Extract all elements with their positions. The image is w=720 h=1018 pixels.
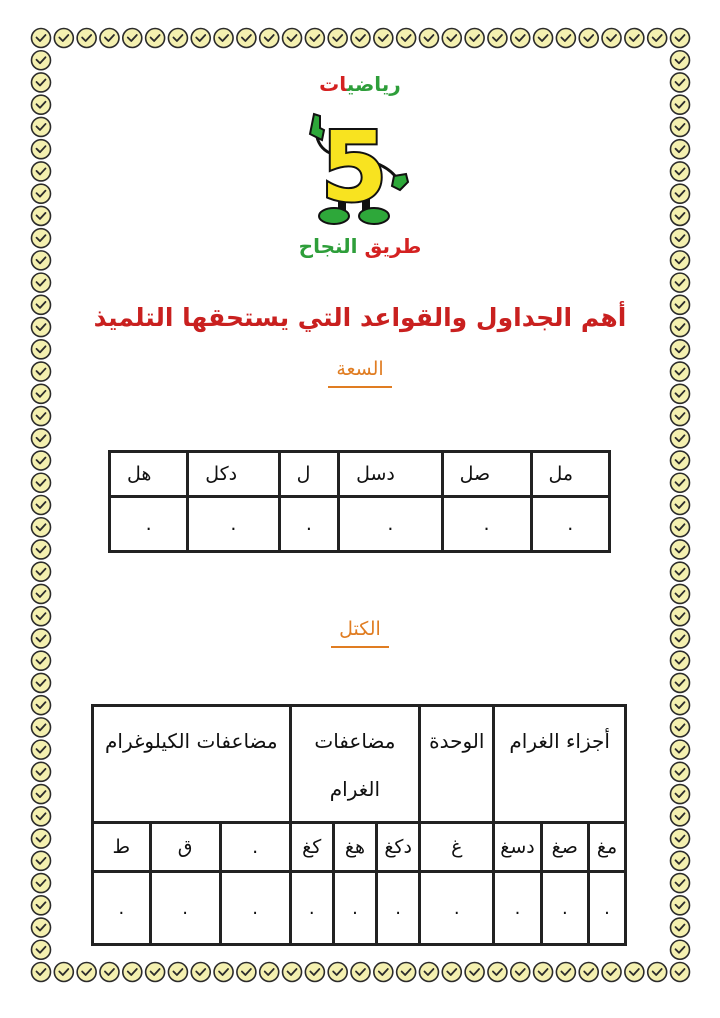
border-check-badge-icon (671, 140, 690, 159)
border-check-badge-icon (671, 562, 690, 581)
border-check-badge-icon (32, 874, 51, 893)
border-check-badge-icon (32, 273, 51, 292)
mass-value-cell: . (377, 872, 420, 945)
mass-section-title (0, 618, 720, 648)
border-check-badge-icon (32, 451, 51, 470)
border-check-badge-icon (671, 473, 690, 492)
mass-unit-cell: كغ (290, 823, 333, 872)
border-check-badge-icon (32, 940, 51, 959)
capacity-unit-cell: مل (531, 452, 609, 497)
border-check-badge-icon (671, 584, 690, 603)
border-check-badge-icon (146, 29, 165, 48)
capacity-value-cell: . (110, 497, 188, 552)
border-check-badge-icon (32, 340, 51, 359)
border-check-badge-icon (671, 29, 690, 48)
border-check-badge-icon (671, 851, 690, 870)
border-check-badge-icon (32, 740, 51, 759)
border-check-badge-icon (511, 29, 530, 48)
border-check-badge-icon (602, 29, 621, 48)
capacity-values-row (110, 497, 610, 552)
mass-unit-cell: دكغ (377, 823, 420, 872)
border-check-badge-icon (671, 696, 690, 715)
border-check-badge-icon (465, 29, 484, 48)
border-check-badge-icon (648, 29, 667, 48)
border-check-badge-icon (32, 718, 51, 737)
border-check-badge-icon (442, 29, 461, 48)
border-check-badge-icon (32, 807, 51, 826)
border-check-badge-icon (671, 273, 690, 292)
border-check-badge-icon (32, 673, 51, 692)
border-check-badge-icon (671, 162, 690, 181)
border-check-badge-icon (671, 785, 690, 804)
mass-value-cell: . (494, 872, 541, 945)
border-check-badge-icon (32, 407, 51, 426)
border-check-badge-icon (671, 651, 690, 670)
mass-unit-cell: هغ (333, 823, 376, 872)
border-check-badge-icon (260, 29, 279, 48)
border-check-badge-icon (32, 963, 51, 982)
border-check-badge-icon (442, 963, 461, 982)
border-check-badge-icon (32, 496, 51, 515)
border-check-badge-icon (671, 95, 690, 114)
border-check-badge-icon (579, 29, 598, 48)
mass-value-cell: . (420, 872, 494, 945)
border-check-badge-icon (671, 540, 690, 559)
border-check-badge-icon (671, 963, 690, 982)
border-check-badge-icon (32, 29, 51, 48)
border-check-badge-icon (32, 117, 51, 136)
capacity-title-text: السعة (328, 358, 391, 388)
border-check-badge-icon (397, 29, 416, 48)
border-check-badge-icon (32, 95, 51, 114)
border-check-badge-icon (32, 518, 51, 537)
border-check-badge-icon (488, 29, 507, 48)
capacity-unit-cell: دسل (339, 452, 442, 497)
capacity-section-title (0, 358, 720, 388)
border-check-badge-icon (305, 29, 324, 48)
mascot-digit: 5 (320, 111, 388, 223)
capacity-value-cell: . (188, 497, 279, 552)
capacity-value-cell: . (339, 497, 442, 552)
border-check-badge-icon (77, 963, 96, 982)
border-check-badge-icon (328, 29, 347, 48)
mass-group-cell: مضاعفات الكيلوغرام (93, 706, 291, 823)
border-check-badge-icon (374, 963, 393, 982)
brand-part-red: ات (319, 72, 347, 96)
border-check-badge-icon (328, 963, 347, 982)
border-check-badge-icon (625, 29, 644, 48)
border-check-badge-icon (32, 162, 51, 181)
mass-unit-cell: غ (420, 823, 494, 872)
border-check-badge-icon (556, 963, 575, 982)
border-check-badge-icon (237, 29, 256, 48)
border-check-badge-icon (374, 29, 393, 48)
border-check-badge-icon (671, 829, 690, 848)
mass-value-cell: . (333, 872, 376, 945)
mass-value-cell: . (220, 872, 290, 945)
capacity-value-cell: . (279, 497, 339, 552)
border-check-badge-icon (671, 874, 690, 893)
border-check-badge-icon (32, 696, 51, 715)
border-check-badge-icon (237, 963, 256, 982)
border-check-badge-icon (671, 496, 690, 515)
border-check-badge-icon (214, 29, 233, 48)
capacity-unit-cell: صل (442, 452, 531, 497)
mass-unit-cell: مغ (588, 823, 625, 872)
border-check-badge-icon (32, 540, 51, 559)
border-check-badge-icon (305, 963, 324, 982)
border-check-badge-icon (648, 963, 667, 982)
border-check-badge-icon (283, 29, 302, 48)
border-check-badge-icon (146, 963, 165, 982)
border-check-badge-icon (32, 651, 51, 670)
border-check-badge-icon (32, 584, 51, 603)
border-check-badge-icon (419, 29, 438, 48)
border-check-badge-icon (671, 184, 690, 203)
mass-unit-cell: ط (93, 823, 151, 872)
mass-value-cell: . (150, 872, 220, 945)
border-check-badge-icon (32, 896, 51, 915)
mass-groups-row (93, 706, 626, 823)
border-check-badge-icon (671, 740, 690, 759)
border-check-badge-icon (671, 807, 690, 826)
mass-unit-cell: صغ (541, 823, 588, 872)
page-title: أهم الجداول والقواعد التي يستحقها التلميذ (93, 303, 627, 332)
border-check-badge-icon (32, 829, 51, 848)
border-check-badge-icon (671, 762, 690, 781)
border-check-badge-icon (32, 51, 51, 70)
border-check-badge-icon (671, 429, 690, 448)
border-check-badge-icon (168, 29, 187, 48)
border-check-badge-icon (54, 963, 73, 982)
mass-group-cell: مضاعفات الغرام (290, 706, 420, 823)
border-check-badge-icon (191, 29, 210, 48)
capacity-units-row (110, 452, 610, 497)
border-check-badge-icon (32, 206, 51, 225)
capacity-unit-cell: ل (279, 452, 339, 497)
number-five-mascot (300, 108, 410, 230)
tagline-part-green: النجاح (298, 234, 358, 258)
border-check-badge-icon (32, 429, 51, 448)
mass-unit-cell: دسغ (494, 823, 541, 872)
border-check-badge-icon (671, 451, 690, 470)
border-check-badge-icon (54, 29, 73, 48)
brand-part-green: رياضي (346, 72, 401, 96)
border-check-badge-icon (671, 51, 690, 70)
mass-value-cell: . (541, 872, 588, 945)
capacity-value-cell: . (531, 497, 609, 552)
border-check-badge-icon (283, 963, 302, 982)
border-check-badge-icon (168, 963, 187, 982)
border-check-badge-icon (671, 896, 690, 915)
border-check-badge-icon (32, 562, 51, 581)
border-check-badge-icon (625, 963, 644, 982)
mass-unit-cell: ق (150, 823, 220, 872)
border-check-badge-icon (191, 963, 210, 982)
border-check-badge-icon (671, 940, 690, 959)
brand-logo-text (0, 72, 720, 96)
border-check-badge-icon (465, 963, 484, 982)
mass-value-cell: . (290, 872, 333, 945)
capacity-unit-cell: دكل (188, 452, 279, 497)
mass-unit-cell: . (220, 823, 290, 872)
border-check-badge-icon (32, 184, 51, 203)
border-check-badge-icon (419, 963, 438, 982)
border-check-badge-icon (32, 140, 51, 159)
border-check-badge-icon (123, 963, 142, 982)
border-check-badge-icon (671, 407, 690, 426)
capacity-value-cell: . (442, 497, 531, 552)
border-check-badge-icon (351, 29, 370, 48)
border-check-badge-icon (32, 918, 51, 937)
border-check-badge-icon (534, 29, 553, 48)
mass-table (91, 704, 627, 946)
mass-value-cell: . (93, 872, 151, 945)
mass-value-cell: . (588, 872, 625, 945)
border-check-badge-icon (671, 718, 690, 737)
border-check-badge-icon (123, 29, 142, 48)
border-check-badge-icon (100, 29, 119, 48)
border-check-badge-icon (32, 851, 51, 870)
mass-values-row (93, 872, 626, 945)
tagline (0, 234, 720, 258)
border-check-badge-icon (534, 963, 553, 982)
border-check-badge-icon (671, 117, 690, 136)
mass-group-cell: الوحدة (420, 706, 494, 823)
border-check-badge-icon (32, 785, 51, 804)
border-check-badge-icon (671, 918, 690, 937)
border-check-badge-icon (77, 29, 96, 48)
border-check-badge-icon (260, 963, 279, 982)
border-check-badge-icon (556, 29, 575, 48)
border-check-badge-icon (214, 963, 233, 982)
capacity-unit-cell: هل (110, 452, 188, 497)
border-check-badge-icon (579, 963, 598, 982)
mass-title-text: الكتل (331, 618, 389, 648)
border-check-badge-icon (671, 340, 690, 359)
border-check-badge-icon (351, 963, 370, 982)
border-check-badge-icon (100, 963, 119, 982)
border-check-badge-icon (671, 206, 690, 225)
border-check-badge-icon (671, 518, 690, 537)
border-check-badge-icon (397, 963, 416, 982)
border-check-badge-icon (32, 473, 51, 492)
tagline-part-red: طريق (364, 234, 422, 258)
border-check-badge-icon (671, 673, 690, 692)
capacity-table (108, 450, 611, 553)
border-check-badge-icon (32, 762, 51, 781)
mass-group-cell: أجزاء الغرام (494, 706, 626, 823)
border-check-badge-icon (511, 963, 530, 982)
mass-units-row (93, 823, 626, 872)
border-check-badge-icon (488, 963, 507, 982)
border-check-badge-icon (602, 963, 621, 982)
